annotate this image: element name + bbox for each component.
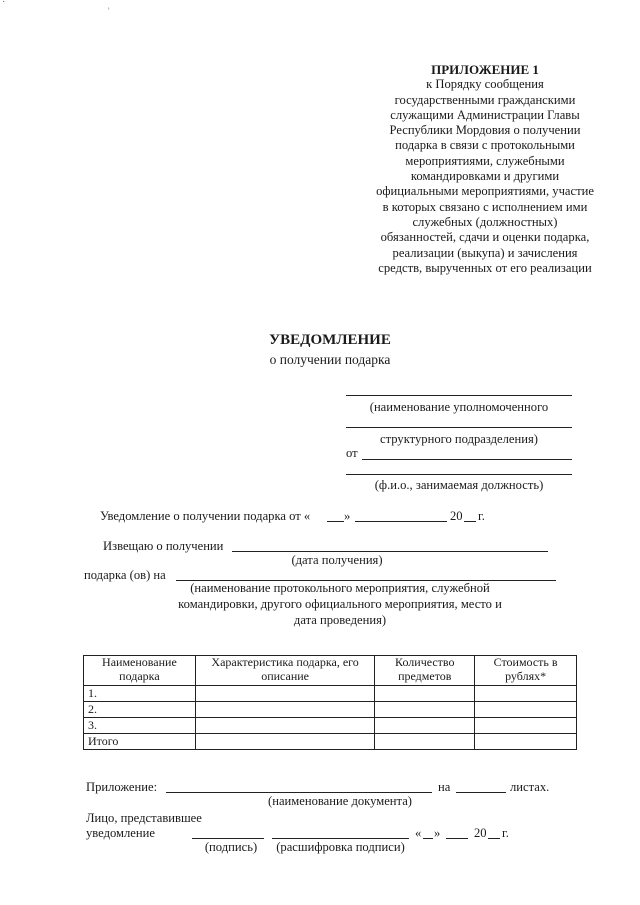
table-cell[interactable] xyxy=(375,734,475,750)
decoding-caption: (расшифровка подписи) xyxy=(276,840,405,854)
row-label: 1. xyxy=(84,686,196,702)
appendix-line: официальными мероприятиями, участие xyxy=(376,184,594,199)
appendix-line: подарка в связи с протокольными xyxy=(395,138,575,153)
notice-label: Уведомление о получении подарка от « xyxy=(100,509,311,523)
notice-day-line[interactable] xyxy=(327,521,344,522)
appendix-line: реализации (выкупа) и зачисления xyxy=(392,245,578,260)
page-subtitle: о получении подарка xyxy=(269,352,391,367)
table-row-total xyxy=(84,734,577,750)
sign-year-prefix: 20 xyxy=(474,826,487,840)
sign-month-line[interactable] xyxy=(446,838,468,839)
row-label: 2. xyxy=(84,702,196,718)
table-header-row xyxy=(84,656,577,686)
table-cell[interactable] xyxy=(195,686,375,702)
event-caption-2: командировки, другого официального мероприятия, место и xyxy=(178,597,502,611)
appendix-line: служебных (должностных) xyxy=(412,214,558,229)
table-cell[interactable] xyxy=(195,702,375,718)
notice-month-line[interactable] xyxy=(355,521,447,522)
signature-line[interactable] xyxy=(192,838,264,839)
sign-quote-close: » xyxy=(434,826,441,840)
from-line[interactable] xyxy=(362,459,572,460)
table-cell[interactable] xyxy=(195,734,375,750)
from-label: от xyxy=(346,446,358,460)
table-cell[interactable] xyxy=(475,734,577,750)
person-label-1: Лицо, представившее xyxy=(86,811,202,825)
sheets-count-line[interactable] xyxy=(456,792,506,793)
row-label: 3. xyxy=(84,718,196,734)
appendix-line: государственными гражданскими xyxy=(394,92,576,107)
inform-label: Извещаю о получении xyxy=(103,539,224,553)
table-cell[interactable] xyxy=(475,686,577,702)
event-caption-1: (наименование протокольного мероприятия, служебной xyxy=(190,581,490,595)
person-label-2: уведомление xyxy=(86,826,155,840)
attachment-label: Приложение: xyxy=(86,780,158,794)
on-label: на xyxy=(438,780,451,794)
notice-year-suffix: г. xyxy=(478,509,485,523)
sign-year-suffix: г. xyxy=(502,826,509,840)
table-cell[interactable] xyxy=(475,718,577,734)
scan-mark: ˒ xyxy=(107,2,111,13)
recipient-line-2[interactable] xyxy=(346,427,572,428)
sign-day-line[interactable] xyxy=(423,838,433,839)
notice-year-prefix: 20 xyxy=(450,509,463,523)
event-caption-3: дата проведения) xyxy=(293,613,387,627)
table-cell[interactable] xyxy=(475,702,577,718)
gifts-table xyxy=(83,655,577,750)
appendix-line: мероприятиями, служебными xyxy=(405,153,565,168)
column-header-cost: Стоимость в рублях* xyxy=(475,656,577,686)
appendix-line: в которых связано с исполнением ими xyxy=(382,199,588,214)
signature-decoding-line[interactable] xyxy=(272,838,409,839)
column-header-quantity: Количество предметов xyxy=(375,656,475,686)
table-cell[interactable] xyxy=(195,718,375,734)
appendix-title: ПРИЛОЖЕНИЕ 1 xyxy=(431,62,539,77)
row-label: Итого xyxy=(84,734,196,750)
inform-date-line[interactable] xyxy=(232,551,548,552)
table-cell[interactable] xyxy=(375,702,475,718)
sign-quote-open: « xyxy=(415,826,422,840)
appendix-line: обязанностей, сдачи и оценки подарка, xyxy=(380,230,590,245)
column-header-name: Наименование подарка xyxy=(84,656,196,686)
table-cell[interactable] xyxy=(375,686,475,702)
table-cell[interactable] xyxy=(375,718,475,734)
appendix-line: командировками и другими xyxy=(410,169,560,184)
recipient-line-3[interactable] xyxy=(346,474,572,475)
scan-mark: ˙ xyxy=(2,0,6,11)
sheets-label: листах. xyxy=(510,780,550,794)
notice-quote-close: » xyxy=(344,509,351,523)
table-row xyxy=(84,686,577,702)
appendix-line: к Порядку сообщения xyxy=(426,77,544,92)
column-header-description: Характеристика подарка, его описание xyxy=(195,656,375,686)
sign-year-line[interactable] xyxy=(488,838,500,839)
appendix-line: служащими Администрации Главы xyxy=(390,107,580,122)
recipient-caption-2: структурного подразделения) xyxy=(380,432,538,446)
notice-year-line[interactable] xyxy=(464,521,476,522)
gift-label: подарка (ов) на xyxy=(84,568,166,582)
appendix-line: Республики Мордовия о получении xyxy=(389,123,581,138)
attachment-doc-line[interactable] xyxy=(166,792,432,793)
page-title: УВЕДОМЛЕНИЕ xyxy=(269,332,391,348)
signature-caption: (подпись) xyxy=(204,840,258,854)
recipient-caption-3: (ф.и.о., занимаемая должность) xyxy=(374,478,544,492)
table-row xyxy=(84,702,577,718)
recipient-line-1[interactable] xyxy=(346,395,572,396)
recipient-caption-1: (наименование уполномоченного xyxy=(369,400,549,414)
appendix-block xyxy=(340,62,630,276)
document-caption: (наименование документа) xyxy=(268,794,412,808)
table-row xyxy=(84,718,577,734)
appendix-line: средств, вырученных от его реализации xyxy=(378,260,592,275)
date-caption: (дата получения) xyxy=(291,553,383,567)
